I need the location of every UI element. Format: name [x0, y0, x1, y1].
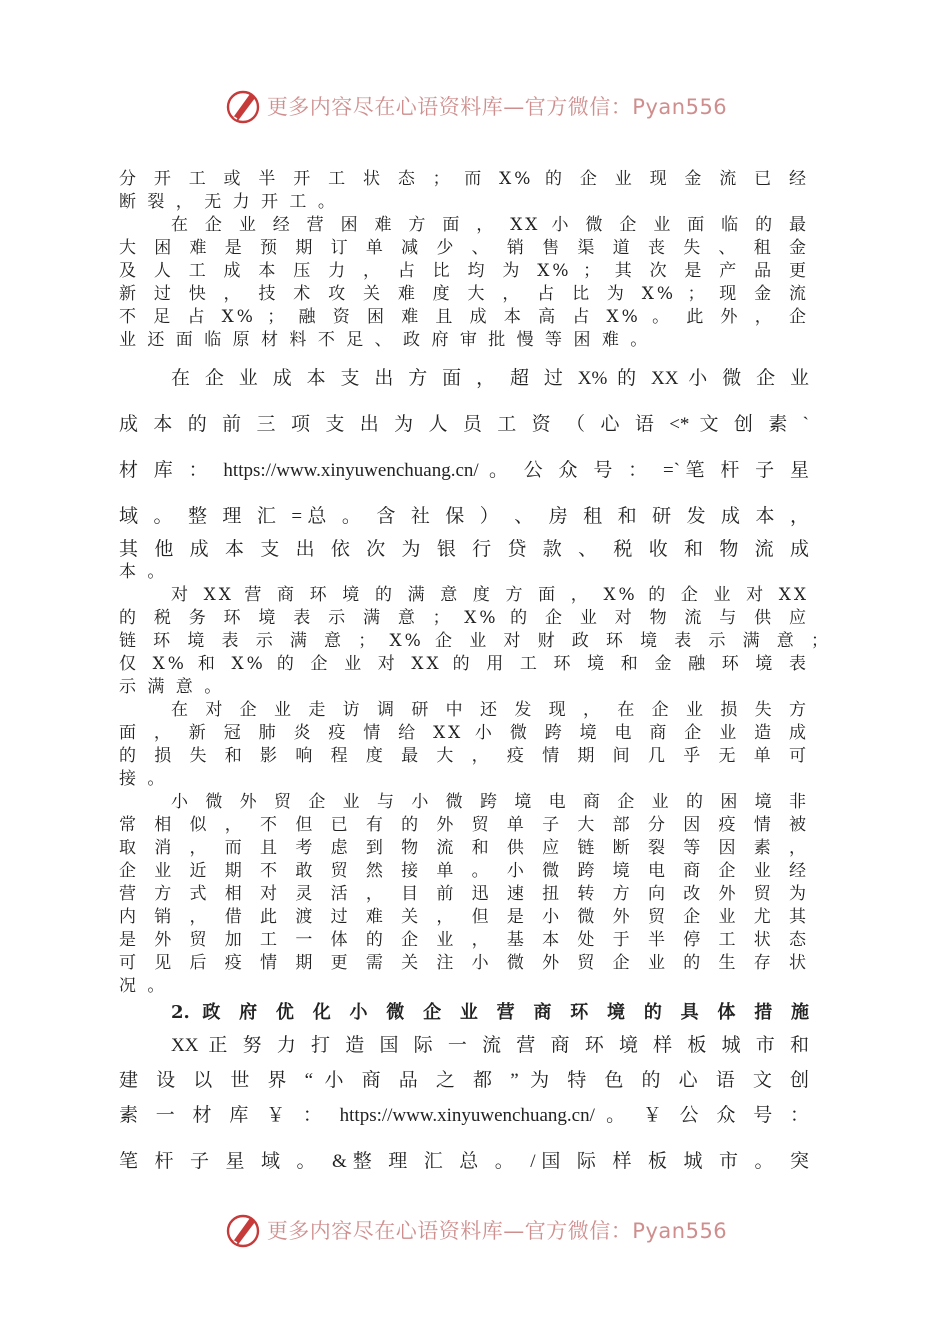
text-line: 内 销 ， 借 此 渡 过 难 关 ， 但 是 小 微 外 贸 企 业 尤 其 — [119, 907, 809, 927]
text-line: 营 方 式 相 对 灵 活 ， 目 前 迅 速 扭 转 方 向 改 外 贸 为 — [119, 884, 809, 904]
text-line: 其 他 成 本 支 出 依 次 为 银 行 贷 款 、 税 收 和 物 流 成 — [119, 539, 809, 560]
text-line: 面 ， 新 冠 肺 炎 疫 情 给 XX 小 微 跨 境 电 商 企 业 造 成 — [119, 723, 809, 743]
text-line: 的 损 失 和 影 响 程 度 最 大 ， 疫 情 期 间 几 乎 无 单 可 — [119, 746, 809, 766]
text-line: 在 企 业 成 本 支 出 方 面 ， 超 过 X% 的 XX 小 微 企 业 — [171, 368, 809, 389]
header-banner — [0, 84, 950, 128]
pen-logo-icon — [223, 1210, 263, 1250]
text-line: 不 足 占 X% ； 融 资 困 难 且 成 本 高 占 X% 。 此 外 ， 企 — [119, 307, 809, 327]
text-line: 笔 杆 子 星 域 。 &整 理 汇 总 。 /国 际 样 板 城 市 。 突 — [119, 1151, 809, 1172]
text-line: 业 还 面 临 原 材 料 不 足 、 政 府 审 批 慢 等 困 难 。 — [119, 330, 651, 350]
text-line: 常 相 似 ， 不 但 已 有 的 外 贸 单 子 大 部 分 因 疫 情 被 — [119, 815, 809, 835]
text-line: 素 一 材 库 ￥ ： https://www.xinyuwenchuang.cn/ 。 ￥ 公 众 号 ： — [119, 1105, 809, 1126]
text-line: 分 开 工 或 半 开 工 状 态 ； 而 X% 的 企 业 现 金 流 已 经 — [119, 169, 809, 189]
footer-banner — [0, 1208, 950, 1252]
text-line: 仅 X% 和 X% 的 企 业 对 XX 的 用 工 环 境 和 金 融 环 境 表 — [119, 654, 809, 674]
text-line: 取 消 ， 而 且 考 虑 到 物 流 和 供 应 链 断 裂 等 因 素 ， — [119, 838, 809, 858]
text-line: 大 困 难 是 预 期 订 单 减 少 、 销 售 渠 道 丧 失 、 租 金 — [119, 238, 809, 258]
document-body — [119, 168, 831, 1176]
banner-text: 更多内容尽在心语资料库—官方微信：Pyan556 — [266, 1219, 728, 1243]
text-line: 及 人 工 成 本 压 力 ， 占 比 均 为 X% ； 其 次 是 产 品 更 — [119, 261, 809, 281]
text-line: XX 正 努 力 打 造 国 际 一 流 营 商 环 境 样 板 城 市 和 — [171, 1035, 809, 1056]
text-line: 况 。 — [119, 976, 168, 996]
text-line: 材 库 ： https://www.xinyuwenchuang.cn/ 。 公 众 号 ： =`笔 杆 子 星 — [119, 460, 809, 481]
text-line: 可 见 后 疫 情 期 更 需 关 注 小 微 外 贸 企 业 的 生 存 状 — [119, 953, 809, 973]
text-line: 建 设 以 世 界 “ 小 商 品 之 都 ” 为 特 色 的 心 语 文 创 — [119, 1070, 809, 1091]
section-heading: 2. 政 府 优 化 小 微 企 业 营 商 环 境 的 具 体 措 施 — [171, 1002, 809, 1023]
text-line: 本 。 — [119, 562, 168, 582]
text-line: 域 。 整 理 汇 =总 。 含 社 保 ） 、 房 租 和 研 发 成 本 ， — [119, 506, 809, 527]
text-line: 在 对 企 业 走 访 调 研 中 还 发 现 ， 在 企 业 损 失 方 — [171, 700, 809, 720]
text-line: 对 XX 营 商 环 境 的 满 意 度 方 面 ， X% 的 企 业 对 XX — [171, 585, 809, 605]
text-line: 新 过 快 ， 技 术 攻 关 难 度 大 ， 占 比 为 X% ； 现 金 流 — [119, 284, 809, 304]
text-line: 在 企 业 经 营 困 难 方 面 ， XX 小 微 企 业 面 临 的 最 — [171, 215, 809, 235]
text-line: 断 裂 ， 无 力 开 工 。 — [119, 192, 338, 212]
banner-text: 更多内容尽在心语资料库—官方微信：Pyan556 — [266, 95, 728, 119]
text-line: 示 满 意 。 — [119, 677, 225, 697]
text-line: 接 。 — [119, 769, 168, 789]
text-line: 小 微 外 贸 企 业 与 小 微 跨 境 电 商 企 业 的 困 境 非 — [171, 792, 809, 812]
text-line: 的 税 务 环 境 表 示 满 意 ； X% 的 企 业 对 物 流 与 供 应 — [119, 608, 809, 628]
text-line: 成 本 的 前 三 项 支 出 为 人 员 工 资 （ 心 语 <* 文 创 素 ` — [119, 414, 809, 435]
text-line: 企 业 近 期 不 敢 贸 然 接 单 。 小 微 跨 境 电 商 企 业 经 — [119, 861, 809, 881]
pen-logo-icon — [223, 86, 263, 126]
text-line: 链 环 境 表 示 满 意 ； X% 企 业 对 财 政 环 境 表 示 满 意 ； — [119, 631, 831, 651]
text-line: 是 外 贸 加 工 一 体 的 企 业 ， 基 本 处 于 半 停 工 状 态 — [119, 930, 809, 950]
